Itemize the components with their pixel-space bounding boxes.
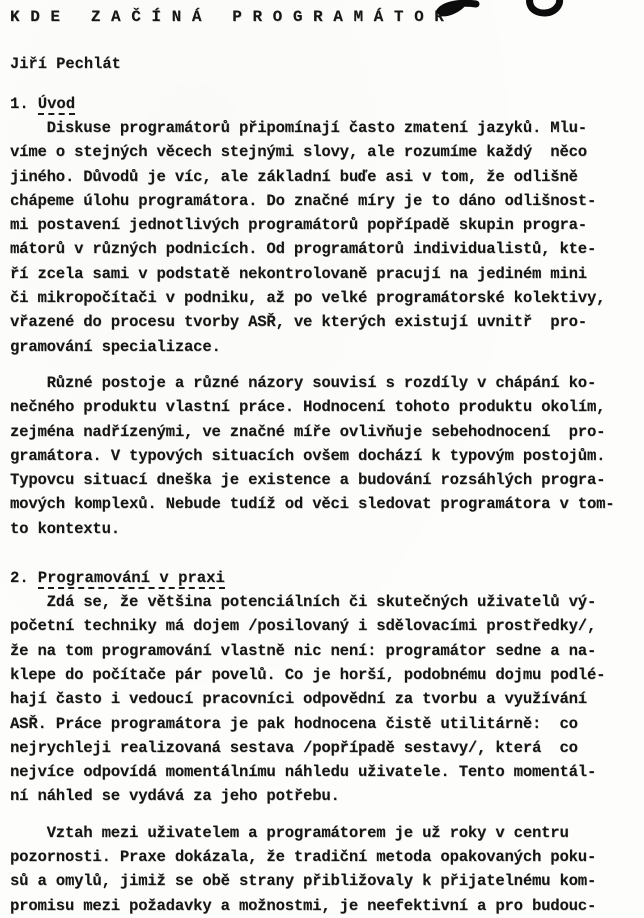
text-line: jiného. Důvodů je víc, ale základní buďe asi v tom, že odlišně <box>10 167 578 186</box>
text-line: ASŘ. Práce programátora je pak hodnocena čistě utilitárně: co <box>10 714 578 733</box>
text-line: Diskuse programátorů připomínají často zmatení jazyků. Mlu- <box>10 119 587 137</box>
text-line: vřazené do procesu tvorby ASŘ, ve kterých existují uvnitř pro- <box>10 313 587 332</box>
text-line: chápeme úlohu programátora. Do značné míry je to dáno odlišnost- <box>10 191 597 210</box>
text-line: mových komplexů. Nebude tudíž od věci sledovat programátora v tom- <box>10 495 615 514</box>
section-heading-text: Úvod <box>37 95 76 113</box>
paragraph <box>10 590 638 809</box>
handwritten-mark <box>432 0 602 40</box>
section-heading <box>10 95 638 113</box>
author-name: Jiří Pechlát <box>10 55 121 73</box>
text-line: ří zcela sami v podstatě nekontrolovaně pracují na jediném mini <box>10 264 587 283</box>
paragraph <box>10 821 638 918</box>
text-line: víme o stejných věcech stejnými slovy, ale rozumíme každý něco <box>10 143 587 162</box>
text-line: to kontextu. <box>10 519 120 538</box>
text-line: mátorů v různých podnicích. Od programátorů individualistů, kte- <box>10 240 597 259</box>
text-line: zejména nadřízenými, ve značné míře ovlivňuje sebehodnocení pro- <box>10 422 606 441</box>
text-line: že na tom programování vlastně nic není: programátor sedne a na- <box>10 641 597 660</box>
paragraph <box>10 116 638 359</box>
text-line: sů a omylů, jimiž se obě strany přibližovaly k přijatelnému kom- <box>10 872 597 891</box>
text-line: promisu mezi požadavky a možnostmi, je neefektivní a pro budouc- <box>10 896 597 915</box>
text-line: početní techniky má dojem /posilovaný i sdělovacími prostředky/, <box>10 617 597 636</box>
text-line: klepe do počítače pár povelů. Co je horší, podobnému dojmu podlé- <box>10 665 606 684</box>
text-line: gramování specializace. <box>10 337 221 356</box>
section-heading <box>10 569 638 587</box>
section-heading-text: Programování v praxi <box>37 569 225 588</box>
text-line: nejvíce odpovídá momentálnímu náhledu uživatele. Tento momentál- <box>10 763 597 782</box>
text-line: nejrychleji realizovaná sestava /popřípadě sestavy/, která co <box>10 738 578 757</box>
text-line: nečného produktu vlastní práce. Hodnocení tohoto produktu okolím, <box>10 398 606 417</box>
page-title: K D E Z A Č Í N Á P R O G R A M Á T O R <box>10 8 445 26</box>
text-line: Typovcu situací dneška je existence a budování rozsáhlých progra- <box>10 471 606 490</box>
text-line: hají často i vedoucí pracovníci odpovědní za tvorbu a využívání <box>10 690 587 709</box>
section-number: 2. <box>10 569 29 588</box>
text-line: Vztah mezi uživatelem a programátorem je už roky v centru <box>10 823 569 842</box>
section-number: 1. <box>10 95 29 113</box>
text-line: Různé postoje a různé názory souvisí s rozdíly v chápání ko- <box>10 373 597 392</box>
paragraph <box>10 371 638 541</box>
text-line: ní náhled se vydává za jeho potřebu. <box>10 787 340 806</box>
text-line: Zdá se, že většina potenciálních či skutečných uživatelů vý- <box>10 593 597 612</box>
text-line: gramátora. V typových situacích ovšem dochází k typovým postojům. <box>10 446 606 465</box>
sections <box>10 95 638 918</box>
text-line: či mikropočítači v podniku, až po velké programátorské kolektivy, <box>10 289 606 308</box>
text-line: pozornosti. Praxe dokázala, že tradiční metoda opakovaných poku- <box>10 848 597 867</box>
text-line: mi postavení jednotlivých programátorů popřípadě skupin progra- <box>10 216 587 235</box>
